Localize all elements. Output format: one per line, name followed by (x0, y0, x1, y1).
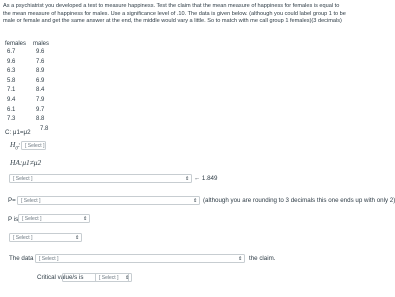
females-column (7, 48, 15, 125)
male-value: 8.4 (36, 87, 45, 94)
female-value: 7.1 (7, 87, 16, 94)
p-is-select-value: [ Select ] (22, 216, 42, 222)
claim-text: C: μ1=μ2 (5, 129, 31, 136)
critical-label: Critical value/s is (37, 274, 84, 281)
female-value: 7.3 (7, 116, 16, 123)
h0-symbol (10, 140, 20, 151)
updown-chevron-icon: ⇕ (238, 256, 243, 262)
male-value: 8.9 (36, 68, 45, 75)
female-value: 9.4 (7, 96, 16, 103)
male-value: 9.7 (36, 106, 45, 113)
h0-colon: : (17, 140, 21, 149)
p-is-select[interactable] (18, 214, 90, 223)
critical-select-value: [ Select ] (99, 275, 119, 281)
data-select[interactable] (35, 254, 245, 263)
male-value: 7.9 (36, 96, 45, 103)
data-select-value: [ Select ] (39, 256, 59, 262)
decision-select[interactable] (9, 233, 82, 242)
updown-chevron-icon: ⇕ (185, 176, 190, 182)
h0-select-value: [ Select ] (25, 143, 45, 149)
critical-select-box[interactable] (62, 273, 132, 282)
h0-sub: 0 (15, 146, 18, 152)
decision-select-value: [ Select ] (13, 235, 33, 241)
p-value-select[interactable] (17, 196, 200, 205)
male-value: 8.8 (36, 116, 45, 123)
ha-note: ← 1.849 (194, 175, 218, 182)
p-equals-label: P= (8, 197, 16, 204)
female-value: 6.1 (7, 106, 16, 113)
data-suffix: the claim. (249, 255, 276, 262)
ha-select-value: [ Select ] (13, 176, 33, 182)
p-value-select-value: [ Select ] (21, 198, 41, 204)
males-column (36, 48, 48, 134)
h0-main: H (10, 140, 16, 149)
updown-chevron-icon: ⇕ (75, 235, 80, 241)
female-value: 9.6 (7, 58, 16, 65)
females-header: females (5, 41, 27, 47)
ha-text: HA:μ1≠μ2 (10, 158, 42, 167)
question-prompt: As a psychiatrist you developed a test to measure happiness. Test the claim that the mean measure of happiness for females is equal to the mean measure of happiness for males. Use a significance level of .10. The data is given below. (although you could label group 1 to be male or female and get the same answer at the end, the middle would vary a little. So to match with me call group 1 females)(3 decimals) (3, 3, 346, 25)
updown-chevron-icon: ⇕ (193, 198, 198, 204)
male-value: 7.8 (40, 125, 49, 132)
female-value: 6.3 (7, 68, 16, 75)
male-value: 6.9 (36, 77, 45, 84)
p-is-label: P is (8, 216, 19, 223)
data-prefix: The data (9, 255, 34, 262)
ha-select[interactable] (9, 174, 192, 183)
p-note: (although you are rounding to 3 decimals this one ends up with only 2) (203, 197, 395, 204)
female-value: 6.7 (7, 49, 16, 55)
h0-select[interactable] (21, 141, 46, 150)
males-header: males (33, 41, 50, 47)
updown-chevron-icon: ⇕ (83, 216, 88, 222)
male-value: 9.6 (36, 49, 45, 55)
female-value: 5.8 (7, 77, 16, 84)
male-value: 7.6 (36, 58, 45, 65)
updown-chevron-icon: ⇕ (125, 275, 130, 281)
